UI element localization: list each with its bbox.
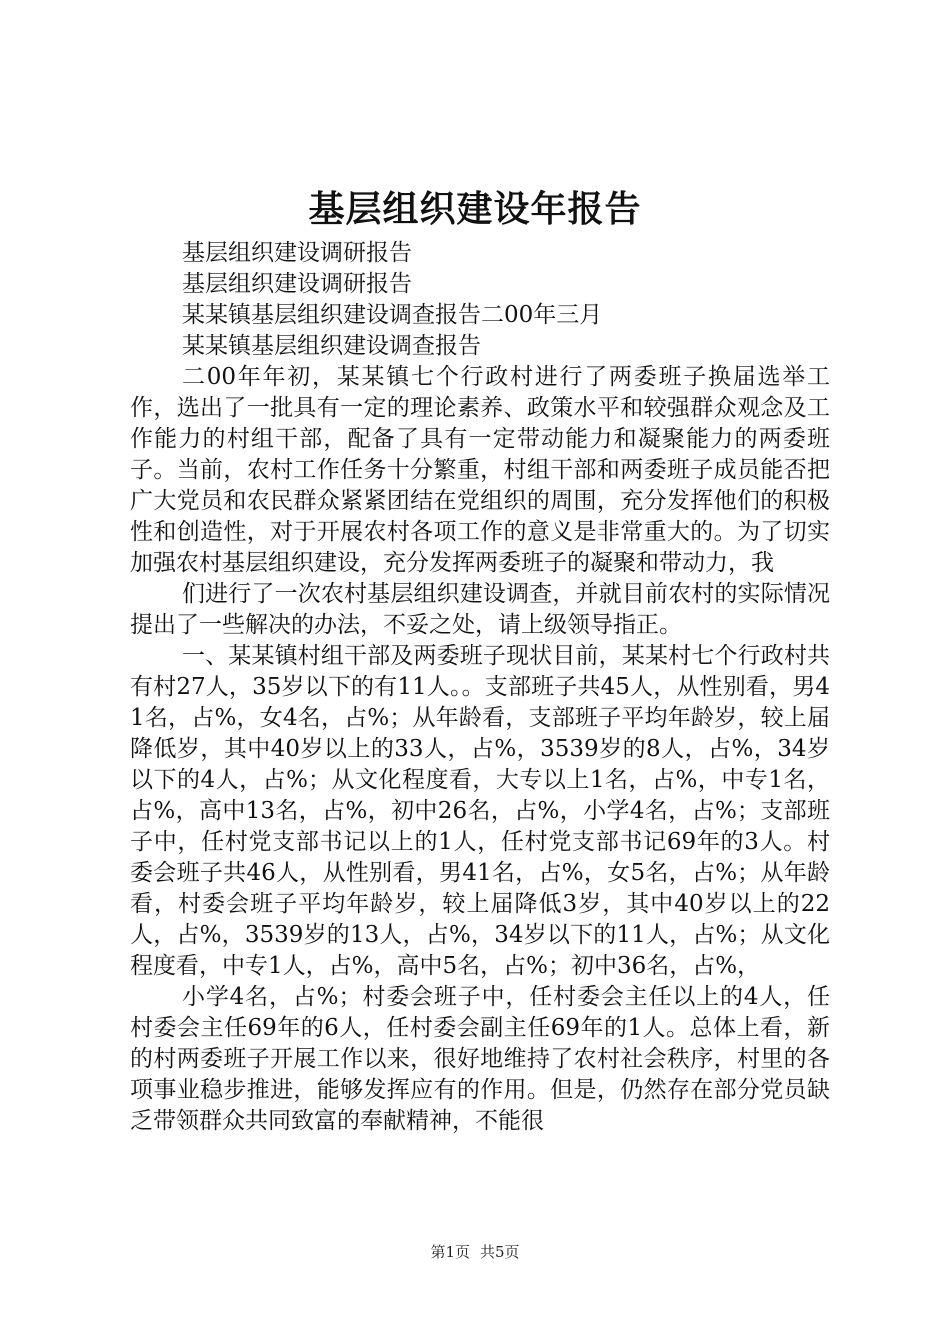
document-body [130,238,830,1137]
paragraph-7: 一、某某镇村组干部及两委班子现状目前，某某村七个行政村共有村27人，35岁以下的有11人。。支部班子共45人，从性别看，男41名，占%，女4名，占%；从年龄看，支部班子平均年龄岁，较上届降低岁，其中40岁以上的33人，占%，3539岁的8人，占%，34岁以下的4人，占%；从文化程度看，大专以上1名，占%，中专1名，占%，高中13名，占%，初中26名，占%，小学4名，占%；支部班子中，任村党支部书记以上的1人，任村党支部书记69年的3人。村委会班子共46人，从性别看，男41名，占%，女5名，占%；从年龄看，村委会班子平均年龄岁，较上届降低3岁，其中40岁以上的22人，占%，3539岁的13人，占%，34岁以下的11人，占%；从文化程度看，中专1人，占%，高中5名，占%；初中36名，占%， [130,643,830,979]
paragraph-4: 某某镇基层组织建设调查报告 [182,333,481,359]
page-total: 共5页 [480,1243,520,1261]
paragraph-5: 二00年年初，某某镇七个行政村进行了两委班子换届选举工作，选出了一批具有一定的理论素养、政策水平和较强群众观念及工作能力的村组干部，配备了具有一定带动能力和凝聚能力的两委班子。当前，农村工作任务十分繁重，村组干部和两委班子成员能否把广大党员和农民群众紧紧团结在党组织的周围，充分发挥他们的积极性和创造性，对于开展农村各项工作的意义是非常重大的。为了切实加强农村基层组织建设，充分发挥两委班子的凝聚和带动力，我 [130,364,830,576]
paragraph-3: 某某镇基层组织建设调查报告二00年三月 [182,302,603,328]
paragraph-6: 们进行了一次农村基层组织建设调查，并就目前农村的实际情况提出了一些解决的办法，不妥之处，请上级领导指正。 [130,581,830,638]
paragraph-8: 小学4名，占%；村委会班子中，任村委会主任以上的4人，任村委会主任69年的6人，任村委会副主任69年的1人。总体上看，新的村两委班子开展工作以来，很好地维持了农村社会秩序，村里的各项事业稳步推进，能够发挥应有的作用。但是，仍然存在部分党员缺乏带领群众共同致富的奉献精神，不能很 [130,984,830,1134]
page-footer [0,1242,950,1262]
paragraph-1: 基层组织建设调研报告 [182,240,412,266]
paragraph-2: 基层组织建设调研报告 [182,271,412,297]
page-number: 第1页 [430,1243,470,1261]
document-title: 基层组织建设年报告 [308,188,642,230]
